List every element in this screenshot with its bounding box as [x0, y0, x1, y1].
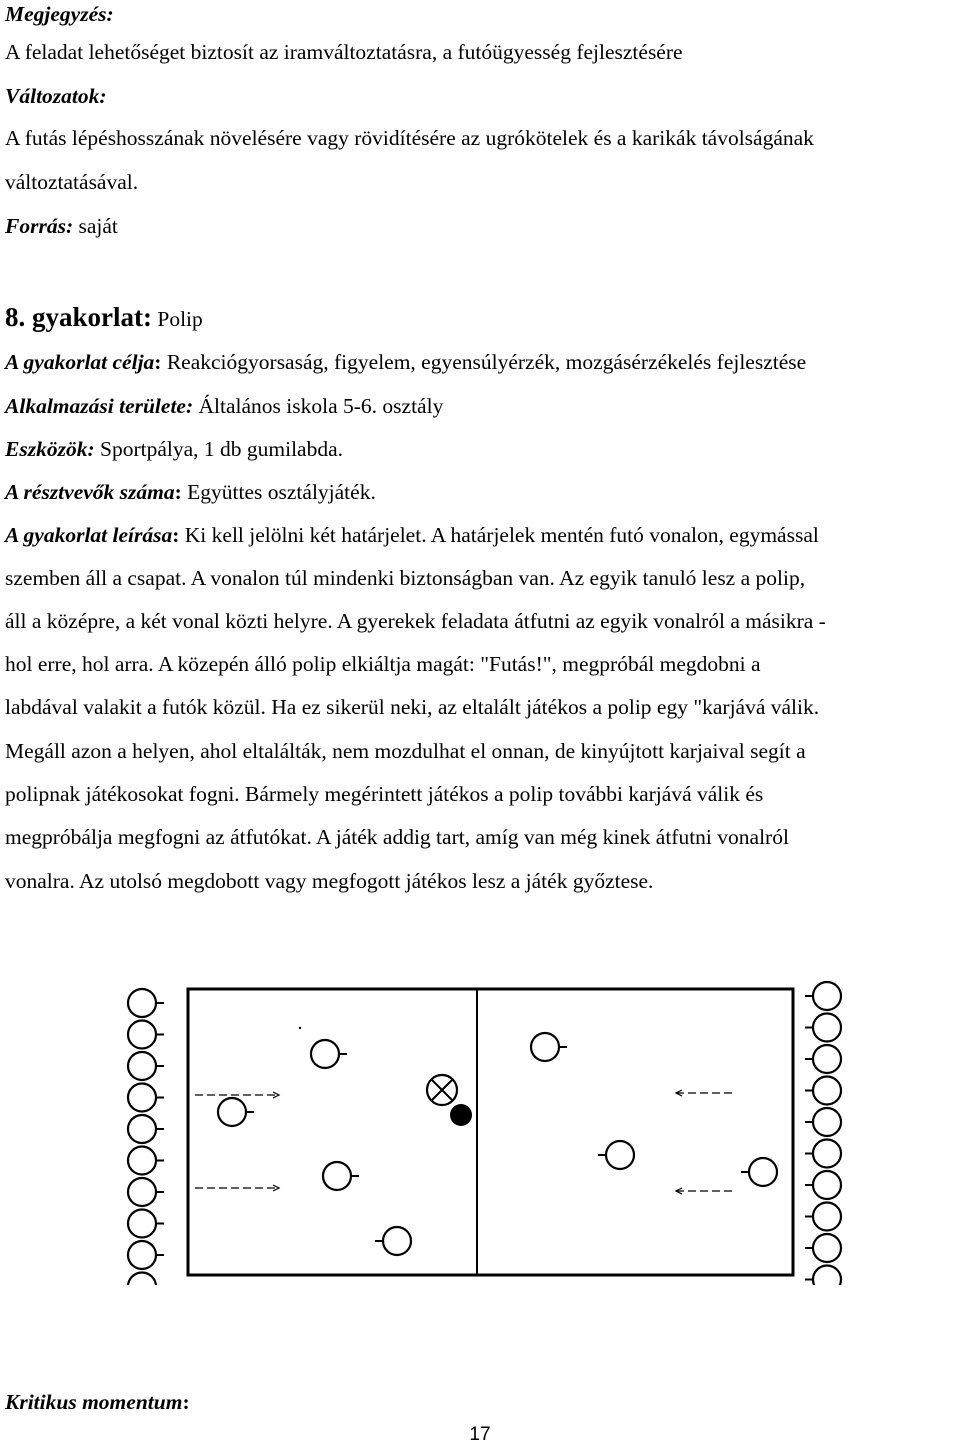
arrow-left	[676, 1090, 734, 1096]
left-team-player	[128, 1241, 164, 1269]
valtozatok-text-1: A futás lépéshosszának növelésére vagy rövidítésére az ugrókötelek és a karikák távolságának	[5, 126, 814, 150]
right-team	[805, 982, 841, 1285]
left-team-player	[128, 1021, 164, 1049]
right-team-player	[805, 1171, 841, 1199]
valtozatok-heading: Változatok:	[5, 84, 107, 108]
arrow-right	[195, 1185, 279, 1191]
left-team-player	[128, 1178, 164, 1206]
left-team-player	[128, 1273, 164, 1286]
right-team-player	[805, 1140, 841, 1168]
left-team-player	[128, 1084, 164, 1112]
left-team-player	[128, 1115, 164, 1143]
right-team-player	[805, 1108, 841, 1136]
arrow-left	[676, 1188, 734, 1194]
description-line: megpróbálja megfogni az átfutókat. A játék addig tart, amíg van még kinek átfutni vonalról	[5, 825, 789, 849]
terulete-line: Alkalmazási területe: Általános iskola 5-6. osztály	[5, 394, 444, 418]
field-player	[531, 1033, 567, 1061]
exercise-title: 8. gyakorlat: Polip	[5, 302, 203, 332]
right-team-player	[805, 1234, 841, 1262]
field-player	[375, 1227, 411, 1255]
megjegyzes-heading: Megjegyzés:	[5, 2, 114, 26]
right-team-player	[805, 1045, 841, 1073]
ball-icon	[450, 1104, 472, 1126]
left-team	[128, 989, 164, 1285]
eszkozok-line: Eszközök: Sportpálya, 1 db gumilabda.	[5, 437, 344, 461]
resztvevok-line: A résztvevők száma: Együttes osztályjáték.	[5, 480, 376, 504]
octopus-player	[427, 1075, 457, 1105]
field-player	[311, 1040, 347, 1068]
page-number: 17	[469, 1424, 491, 1445]
field-boundary	[188, 989, 793, 1275]
valtozatok-text-2: változtatásával.	[5, 170, 139, 194]
field-player	[218, 1098, 254, 1126]
right-team-player	[805, 1014, 841, 1042]
celja-line: A gyakorlat célja: Reakciógyorsaság, figyelem, egyensúlyérzék, mozgásérzékelés fejlesztése	[5, 350, 807, 374]
field-player	[323, 1162, 359, 1190]
description-line: vonalra. Az utolsó megdobott vagy megfogott játékos lesz a játék győztese.	[5, 869, 654, 893]
field-player	[598, 1141, 634, 1169]
arrow-right	[195, 1092, 279, 1098]
description-line: polipnak játékosokat fogni. Bármely megérintett játékos a polip további karjává válik és	[5, 782, 764, 806]
description-line: áll a középre, a két vonal közti helyre. A gyerekek feladata átfutni az egyik vonalról a másikra -	[5, 609, 826, 633]
megjegyzes-text: A feladat lehetőséget biztosít az iramváltoztatásra, a futóügyesség fejlesztésére	[5, 40, 683, 64]
right-team-player	[805, 1203, 841, 1231]
right-team-player	[805, 1077, 841, 1105]
right-team-player	[805, 982, 841, 1010]
left-team-player	[128, 1210, 164, 1238]
description-line: hol erre, hol arra. A közepén álló polip elkiáltja magát: "Futás!", megpróbál megdobni a	[5, 652, 761, 676]
description-line: szemben áll a csapat. A vonalon túl mindenki biztonságban van. Az egyik tanuló lesz a polip,	[5, 566, 806, 590]
left-team-player	[128, 1052, 164, 1080]
right-team-player	[805, 1266, 841, 1286]
field-player	[741, 1158, 777, 1186]
left-team-player	[128, 989, 164, 1017]
description-line: labdával valakit a futók közül. Ha ez sikerül neki, az eltalált játékos a polip egy "karjává válik.	[5, 695, 820, 719]
kritikus-heading: Kritikus momentum:	[5, 1390, 190, 1414]
forras-line: Forrás: saját	[5, 214, 118, 238]
field-diagram	[120, 965, 860, 1285]
leirasa-line: A gyakorlat leírása: Ki kell jelölni két határjelet. A határjelek mentén futó vonalon, egymással	[5, 523, 819, 547]
field-players	[218, 1033, 777, 1255]
left-team-player	[128, 1147, 164, 1175]
description-line: Megáll azon a helyen, ahol eltalálták, nem mozdulhat el onnan, de kinyújtott karjaival segít a	[5, 739, 806, 763]
